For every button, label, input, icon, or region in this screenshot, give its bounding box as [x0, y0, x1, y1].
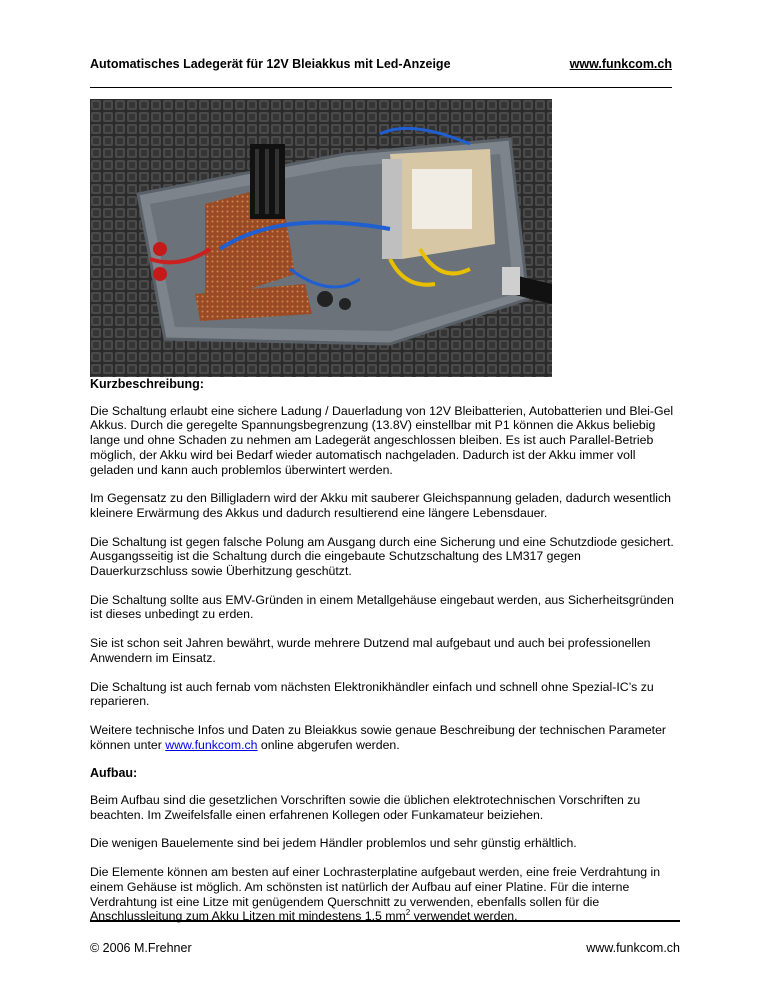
footer-website: www.funkcom.ch	[586, 941, 680, 955]
paragraph-text: Weitere technische Infos und Daten zu Bleiakkus sowie genaue Beschreibung der technischen Parameter können unter	[90, 722, 667, 752]
paragraph-text: verwendet werden.	[410, 909, 518, 924]
paragraph-with-link	[90, 723, 680, 752]
paragraph	[90, 865, 680, 924]
paragraph-text: online abgerufen werden.	[257, 737, 400, 752]
paragraph: Die wenigen Bauelemente sind bei jedem Händler problemlos und sehr günstig erhältlich.	[90, 836, 577, 851]
footer-copyright: © 2006 M.Frehner	[90, 941, 192, 955]
body-content	[90, 377, 680, 938]
charger-photo	[90, 99, 552, 377]
section-heading-kurzbeschreibung: Kurzbeschreibung:	[90, 377, 204, 391]
paragraph: Die Schaltung erlaubt eine sichere Ladung / Dauerladung von 12V Bleibatterien, Autobatterien und Blei-Gel Akkus. Durch die geregelte Spannungsbegrenzung (13.8V) einstellbar mit P1 können die Akkus beliebig lange und ohne Schaden zu nehmen am Ladegerät angeschlossen bleiben. Es ist auch Parallel-Betrieb möglich, der Akku wird bei Bedarf wieder automatisch nachgeladen. Dadurch ist der Akku immer voll geladen und kann auch problemlos überwintert werden.	[90, 403, 674, 477]
superscript: 2	[405, 908, 411, 918]
header-website-link[interactable]: www.funkcom.ch	[569, 57, 672, 71]
paragraph: Beim Aufbau sind die gesetzlichen Vorschriften sowie die üblichen elektrotechnischen Vorschriften zu beachten. Im Zweifelsfalle einen erfahrenen Kollegen oder Funkamateur beiziehen.	[90, 793, 641, 822]
paragraph: Im Gegensatz zu den Billigladern wird der Akku mit sauberer Gleichspannung geladen, dadurch wesentlich kleinere Erwärmung des Akkus und dadurch resultierend eine längere Lebensdauer.	[90, 491, 672, 520]
charger-photo-illustration	[90, 99, 552, 377]
paragraph-text: Die Elemente können am besten auf einer Lochrasterplatine aufgebaut werden, eine freie Verdrahtung in einem Gehäuse ist möglich. Am schönsten ist natürlich der Aufbau auf einer Platine. Für die interne Verdrahtung ist eine Litze mit genügendem Querschnitt zu verwenden, ebenfalls sollen für die Anschlussleitung zum Akku Litzen mit mindestens 1,5 mm	[90, 865, 661, 924]
paragraph: Die Schaltung ist auch fernab vom nächsten Elektronikhändler einfach und schnell ohne Spezial-IC’s zu reparieren.	[90, 679, 654, 709]
paragraph: Die Schaltung sollte aus EMV-Gründen in einem Metallgehäuse eingebaut werden, aus Sicherheitsgründen ist dieses unbedingt zu erden.	[90, 592, 674, 622]
paragraph: Sie ist schon seit Jahren bewährt, wurde mehrere Dutzend mal aufgebaut und auch bei professionellen Anwendern im Einsatz.	[90, 636, 651, 665]
page-footer	[90, 920, 680, 955]
website-link[interactable]: www.funkcom.ch	[165, 737, 258, 752]
document-title: Automatisches Ladegerät für 12V Bleiakkus mit Led-Anzeige	[90, 57, 451, 71]
section-heading-aufbau: Aufbau:	[90, 766, 138, 781]
paragraph: Die Schaltung ist gegen falsche Polung am Ausgang durch eine Sicherung und eine Schutzdiode gesichert. Ausgangsseitig ist die Schaltung durch die eingebaute Schutzschaltung des LM317 gegen Dauerkurzschluss sowie Überhitzung geschützt.	[90, 534, 674, 579]
page-header	[90, 57, 672, 88]
